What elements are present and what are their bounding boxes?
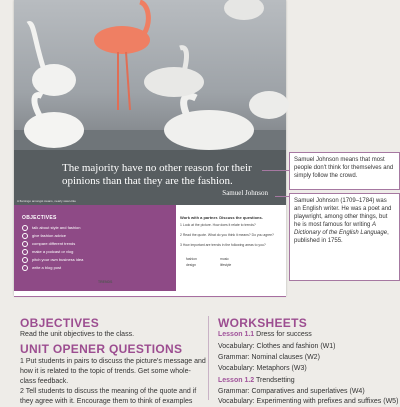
- lesson-2-row: Lesson 1.2 Trendsetting: [218, 377, 295, 384]
- inset-underline: [14, 296, 286, 297]
- objectives-title: OBJECTIVES: [22, 215, 57, 221]
- book-title: A Dictionary of the English Language: [294, 222, 388, 236]
- objectives-list: [22, 224, 83, 272]
- worksheet-item: Vocabulary: Experimenting with prefixes and suffixes (W5): [218, 398, 399, 405]
- discussion-panel: [176, 205, 286, 291]
- option-item: music: [220, 257, 229, 261]
- circle-icon: [22, 257, 28, 263]
- swan: [32, 64, 76, 96]
- swan: [224, 0, 264, 20]
- objective-item: compare different trends: [22, 240, 83, 248]
- column-divider: [208, 316, 209, 400]
- objective-item: talk about style and fashion: [22, 224, 83, 232]
- callout-leader: [275, 196, 289, 197]
- objectives-heading: OBJECTIVES: [20, 316, 100, 330]
- page-number-marker: [114, 279, 120, 285]
- lesson-1-row: Lesson 1.1 Dress for success: [218, 331, 312, 338]
- quote-text: The majority have no other reason for their opinions than that they are the fashion.: [62, 162, 252, 187]
- circle-icon: [22, 265, 28, 271]
- circle-icon: [22, 225, 28, 231]
- question-1: 1 Look at the picture. How does it relate to trends?: [180, 223, 256, 227]
- author-bio-callout: Samuel Johnson (1709–1784) was an English writer. He was a poet and playwright, among other things, but he is most famous for writing A Dictionary of the English Language, published in 1755.: [289, 193, 400, 281]
- unit-opener-heading: UNIT OPENER QUESTIONS: [20, 342, 183, 356]
- objective-item: make a podcast or vlog: [22, 248, 83, 256]
- option-item: lifestyle: [220, 263, 232, 267]
- swan: [24, 112, 84, 148]
- worksheet-item: Grammar: Comparatives and superlatives (W4): [218, 388, 365, 395]
- objective-item: give fashion advice: [22, 232, 83, 240]
- objective-item: write a blog post: [22, 264, 83, 272]
- swan: [164, 110, 254, 150]
- objectives-text: Read the unit objectives to the class.: [20, 331, 135, 338]
- worksheet-item: Vocabulary: Metaphors (W3): [218, 365, 307, 372]
- circle-icon: [22, 241, 28, 247]
- flamingo: [94, 26, 150, 54]
- worksheet-item: Grammar: Nominal clauses (W2): [218, 354, 320, 361]
- discussion-title: Work with a partner. Discuss the questions.: [180, 215, 263, 220]
- worksheet-item: Vocabulary: Clothes and fashion (W1): [218, 343, 336, 350]
- option-item: design: [186, 263, 196, 267]
- question-2: 2 Read the quote. What do you think it means? Do you agree?: [180, 233, 274, 237]
- option-item: fashion: [186, 257, 197, 261]
- worksheets-heading: WORKSHEETS: [218, 316, 308, 330]
- footer-label: TRENDS: [98, 280, 113, 284]
- photo-caption: A flamingo amongst swans, nearly swan-like: [17, 199, 76, 203]
- quote-meaning-callout: Samuel Johnson means that most people don't think for themselves and simply follow the crowd.: [289, 152, 400, 190]
- swan: [144, 67, 204, 97]
- student-book-page: [14, 0, 286, 296]
- step-2: 2 Tell students to discuss the meaning of the quote and if they agree with it. Encourage them to think of examples: [20, 388, 197, 405]
- step-1: 1 Put students in pairs to discuss the picture's message and how it is related to the topic of trends. Get some whole-class feedback.: [20, 358, 206, 385]
- objectives-panel: [14, 205, 176, 291]
- swan: [249, 91, 289, 119]
- objective-item: pitch your own business idea: [22, 256, 83, 264]
- circle-icon: [22, 233, 28, 239]
- callout-leader: [262, 170, 289, 171]
- quote-author: Samuel Johnson: [222, 189, 268, 197]
- question-3: 3 How important are trends in the following areas to you?: [180, 243, 266, 247]
- circle-icon: [22, 249, 28, 255]
